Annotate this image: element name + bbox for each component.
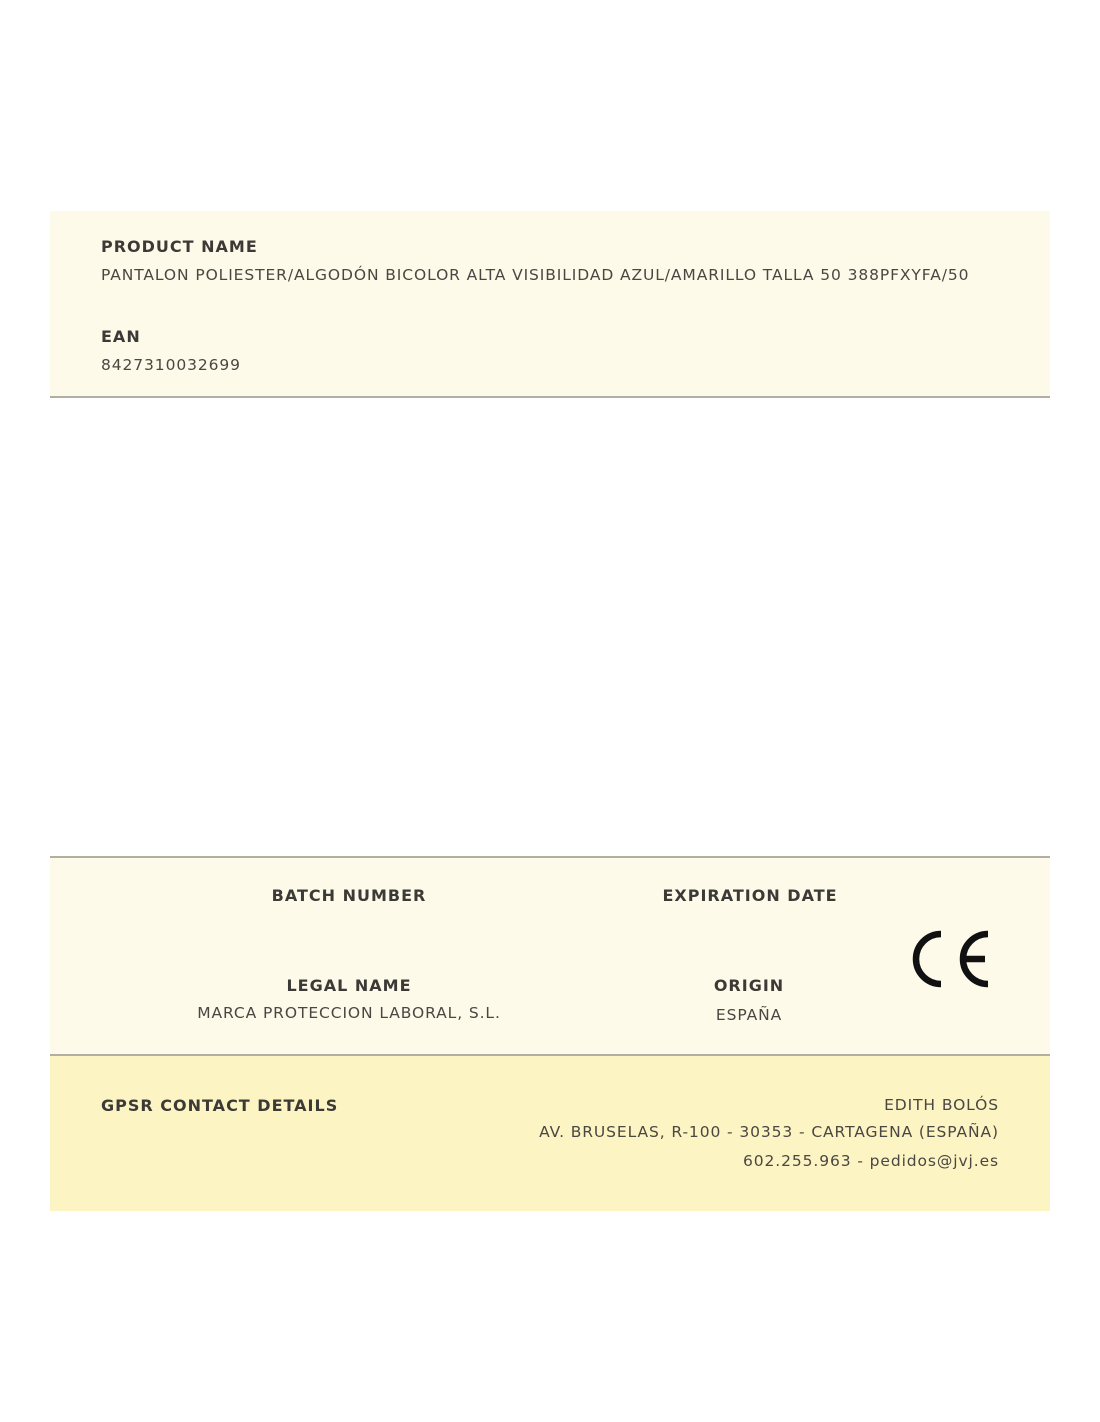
origin-value: ESPAÑA — [715, 1006, 783, 1024]
product-name-value: PANTALON POLIESTER/ALGODÓN BICOLOR ALTA VISIBILIDAD AZUL/AMARILLO TALLA 50 388PFXYFA/50 — [101, 266, 970, 284]
contact-phone-email: 602.255.963 - pedidos@jvj.es — [743, 1152, 999, 1170]
product-name-label: PRODUCT NAME — [101, 237, 258, 256]
expiration-date-label: EXPIRATION DATE — [662, 886, 838, 905]
gpsr-contact-label: GPSR CONTACT DETAILS — [101, 1096, 339, 1115]
contact-address: AV. BRUSELAS, R-100 - 30353 - CARTAGENA (ESPAÑA) — [539, 1123, 999, 1141]
ean-label: EAN — [101, 327, 141, 346]
product-details-panel — [50, 856, 1050, 1056]
origin-label: ORIGIN — [713, 976, 785, 995]
legal-name-value: MARCA PROTECCION LABORAL, S.L. — [197, 1004, 501, 1022]
product-info-panel — [50, 211, 1050, 398]
ce-mark-icon — [908, 928, 992, 990]
ean-value: 8427310032699 — [101, 356, 241, 374]
gpsr-contact-panel — [50, 1056, 1050, 1211]
legal-name-label: LEGAL NAME — [286, 976, 412, 995]
contact-name: EDITH BOLÓS — [884, 1096, 999, 1114]
batch-number-label: BATCH NUMBER — [271, 886, 427, 905]
